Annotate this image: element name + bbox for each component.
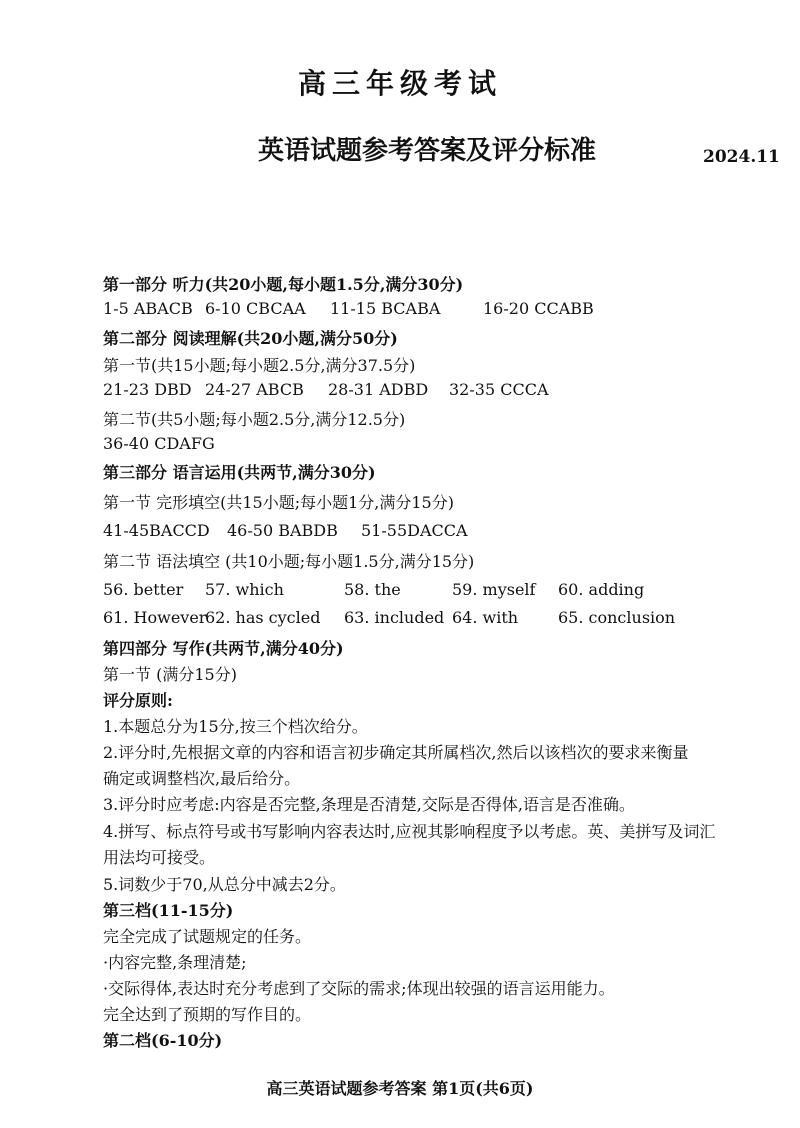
level3-desc: 完全完成了试题规定的任务。 [103, 927, 312, 946]
grammar-answer: 58. the [344, 580, 401, 599]
grammar-answer: 64. with [452, 608, 519, 627]
part1-heading: 第一部分 听力(共20小题,每小题1.5分,满分30分) [103, 275, 464, 294]
grammar-answer: 63. included [344, 608, 445, 627]
principle-3: 3.评分时应考虑:内容是否完整,条理是否清楚,交际是否得体,语言是否准确。 [103, 795, 635, 814]
part1-answer: 16-20 CCABB [483, 299, 594, 318]
part1-answer: 11-15 BCABA [330, 299, 441, 318]
part3-section1: 第一节 完形填空(共15小题;每小题1分,满分15分) [103, 493, 454, 512]
part3-section2: 第二节 语法填空 (共10小题;每小题1.5分,满分15分) [103, 552, 475, 571]
part3-heading: 第三部分 语言运用(共两节,满分30分) [103, 463, 376, 482]
principle-2-cont: 确定或调整档次,最后给分。 [103, 769, 301, 788]
principle-4: 4.拼写、标点符号或书写影响内容表达时,应视其影响程度予以考虑。英、美拼写及词汇 [103, 822, 716, 841]
grammar-answer: 65. conclusion [558, 608, 676, 627]
exam-date: 2024.11 [703, 147, 780, 167]
principle-2: 2.评分时,先根据文章的内容和语言初步确定其所属档次,然后以该档次的要求来衡量 [103, 743, 689, 762]
level3-bullet: ·内容完整,条理清楚; [103, 953, 247, 972]
part4-section1: 第一节 (满分15分) [103, 665, 237, 684]
part2-answer: 28-31 ADBD [328, 380, 429, 399]
part2-section2: 第二节(共5小题;每小题2.5分,满分12.5分) [103, 410, 406, 429]
part1-answer: 6-10 CBCAA [205, 299, 306, 318]
grammar-answer: 56. better [103, 580, 184, 599]
part2-answers2: 36-40 CDAFG [103, 434, 215, 453]
level3-bullet: ·交际得体,表达时充分考虑到了交际的需求;体现出较强的语言运用能力。 [103, 979, 615, 998]
principle-4-cont: 用法均可接受。 [103, 848, 216, 867]
page-title: 高三年级考试 [297, 67, 502, 100]
part4-heading: 第四部分 写作(共两节,满分40分) [103, 639, 344, 658]
principle-5: 5.词数少于70,从总分中减去2分。 [103, 875, 346, 894]
grammar-answer: 61. However [103, 608, 207, 627]
level3-heading: 第三档(11-15分) [103, 901, 234, 920]
principle-1: 1.本题总分为15分,按三个档次给分。 [103, 717, 368, 736]
page-footer: 高三英语试题参考答案 第1页(共6页) [266, 1079, 534, 1098]
principles-heading: 评分原则: [103, 691, 173, 710]
part3-answer: 46-50 BABDB [227, 521, 338, 540]
part3-answer: 41-45BACCD [103, 521, 210, 540]
grammar-answer: 57. which [205, 580, 284, 599]
level3-summary: 完全达到了预期的写作目的。 [103, 1005, 312, 1024]
part2-section1: 第一节(共15小题;每小题2.5分,满分37.5分) [103, 356, 416, 375]
grammar-answer: 62. has cycled [205, 608, 321, 627]
grammar-answer: 59. myself [452, 580, 536, 599]
part2-answer: 24-27 ABCB [205, 380, 304, 399]
level2-heading: 第二档(6-10分) [103, 1031, 223, 1050]
part2-heading: 第二部分 阅读理解(共20小题,满分50分) [103, 329, 398, 348]
page-subtitle: 英语试题参考答案及评分标准 [258, 136, 597, 166]
part2-answer: 21-23 DBD [103, 380, 192, 399]
grammar-answer: 60. adding [558, 580, 645, 599]
part3-answer: 51-55DACCA [361, 521, 468, 540]
part2-answer: 32-35 CCCA [449, 380, 549, 399]
part1-answer: 1-5 ABACB [103, 299, 193, 318]
